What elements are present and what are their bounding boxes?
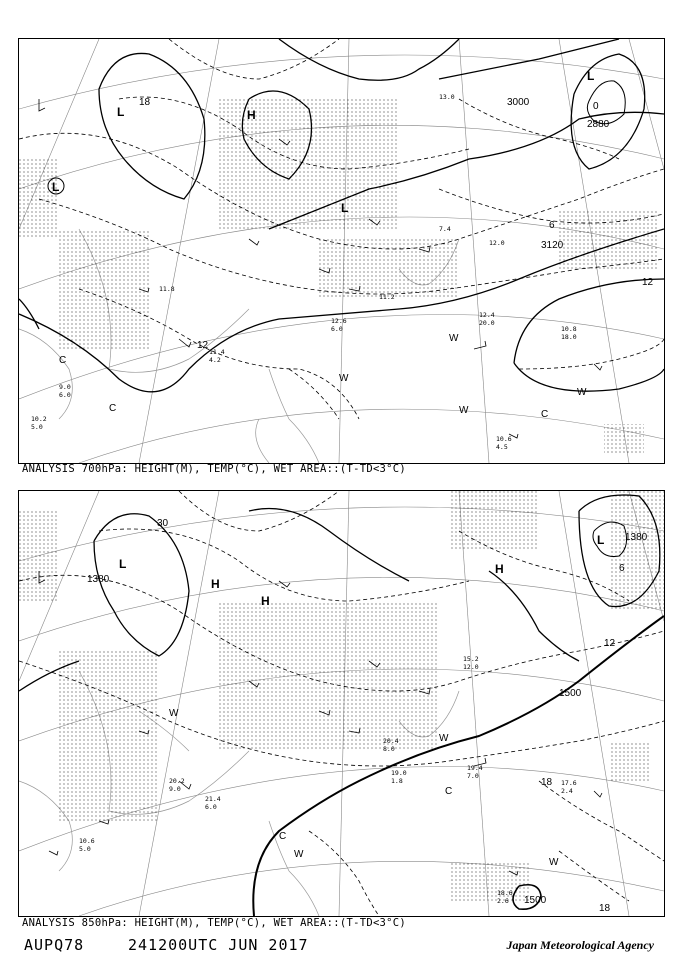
panel-caption-700hpa: ANALYSIS 700hPa: HEIGHT(M), TEMP(°C), WET AREA::(T-TD<3°C)	[22, 463, 407, 475]
contour-label-1380: 1380	[625, 532, 648, 543]
station-temp: 10.2	[31, 415, 47, 423]
warm-center-symbol: W	[339, 373, 349, 384]
cold-center-symbol: C	[59, 355, 67, 366]
station-dewpoint: 9.0	[169, 785, 181, 793]
contour-label-30: 30	[157, 518, 169, 529]
panel-caption-850hpa: ANALYSIS 850hPa: HEIGHT(M), TEMP(°C), WET AREA::(T-TD<3°C)	[22, 917, 407, 929]
contour-label-18: 18	[139, 97, 151, 108]
map-panel-700hpa	[18, 38, 665, 464]
warm-center-symbol: W	[549, 857, 559, 868]
station-temp: 12.6	[331, 317, 347, 325]
map-700hpa	[19, 39, 664, 463]
low-center-symbol: L	[119, 557, 127, 571]
station-dewpoint: 4.2	[209, 356, 221, 364]
contour-label-12: 12	[642, 277, 654, 288]
contour-label-12: 12	[604, 638, 616, 649]
station-dewpoint: 6.0	[205, 803, 217, 811]
station-dewpoint: 18.0	[561, 333, 577, 341]
warm-center-symbol: W	[169, 708, 179, 719]
contour-label-1500: 1500	[559, 688, 582, 699]
wet-area-stipple	[19, 99, 659, 454]
warm-center-symbol: W	[577, 387, 587, 398]
station-dewpoint: 4.5	[496, 443, 508, 451]
contour-label-6: 6	[549, 220, 555, 231]
station-temp: 20.4	[383, 737, 399, 745]
station-temp: 12.4	[479, 311, 495, 319]
station-temp: 9.0	[59, 383, 71, 391]
station-temp: 10.8	[561, 325, 577, 333]
station-dewpoint: 12.0	[463, 663, 479, 671]
map-panel-850hpa	[18, 490, 665, 917]
station-dewpoint: 8.0	[383, 745, 395, 753]
station-temp: 19.4	[467, 764, 483, 772]
cold-center-symbol: C	[279, 831, 287, 842]
station-dewpoint: 2.4	[561, 787, 573, 795]
high-center-symbol: H	[261, 594, 270, 608]
contour-label-0: 0	[593, 101, 599, 112]
cold-center-symbol: C	[109, 403, 117, 414]
station-temp: 18.6	[497, 889, 513, 897]
contour-label-3120: 3120	[541, 240, 564, 251]
high-center-symbol: H	[211, 577, 220, 591]
station-temp: 17.6	[561, 779, 577, 787]
contour-label-1380: 1380	[87, 574, 110, 585]
contour-label-18: 18	[599, 903, 611, 914]
warm-center-symbol: W	[449, 333, 459, 344]
contour-label-6: 6	[619, 563, 625, 574]
contour-label-18: 18	[541, 777, 553, 788]
station-temp: 20.2	[169, 777, 185, 785]
low-center-symbol: L	[117, 105, 125, 119]
cold-center-symbol: C	[541, 409, 549, 420]
product-id: AUPQ78	[24, 936, 85, 954]
station-temp: 11.8	[159, 285, 175, 293]
high-center-symbol: H	[247, 108, 256, 122]
warm-center-symbol: W	[439, 733, 449, 744]
map-850hpa	[19, 491, 664, 916]
low-center-symbol: L	[52, 180, 60, 194]
agency-name: Japan Meteorological Agency	[506, 938, 654, 952]
station-temp: 19.0	[391, 769, 407, 777]
low-center-symbol: L	[597, 533, 605, 547]
station-temp: 21.4	[205, 795, 221, 803]
low-center-symbol: L	[341, 201, 349, 215]
station-dewpoint: 5.0	[79, 845, 91, 853]
station-dewpoint: 1.8	[391, 777, 403, 785]
station-temp: 10.6	[496, 435, 512, 443]
station-dewpoint: 7.0	[467, 772, 479, 780]
contour-label-12b: 12	[197, 340, 209, 351]
station-temp: 12.0	[489, 239, 505, 247]
low-center-symbol: L	[587, 69, 595, 83]
station-temp: 7.4	[439, 225, 451, 233]
contour-label-3000: 3000	[507, 97, 530, 108]
station-dewpoint: 6.0	[331, 325, 343, 333]
station-dewpoint: 6.0	[59, 391, 71, 399]
contour-label-2880: 2880	[587, 119, 610, 130]
high-center-symbol: H	[495, 562, 504, 576]
contour-label-1500: 1500	[524, 895, 547, 906]
station-dewpoint: 2.6	[497, 897, 509, 905]
station-temp: 13.0	[439, 93, 455, 101]
station-dewpoint: 5.0	[31, 423, 43, 431]
station-temp: 10.6	[79, 837, 95, 845]
station-temp: 11.2	[379, 293, 395, 301]
station-dewpoint: 20.0	[479, 319, 495, 327]
station-temp: 15.2	[463, 655, 479, 663]
warm-center-symbol: W	[294, 849, 304, 860]
cold-center-symbol: C	[445, 786, 453, 797]
warm-center-symbol: W	[459, 405, 469, 416]
valid-time: 241200UTC JUN 2017	[128, 936, 309, 954]
station-temp: 11.4	[209, 348, 225, 356]
